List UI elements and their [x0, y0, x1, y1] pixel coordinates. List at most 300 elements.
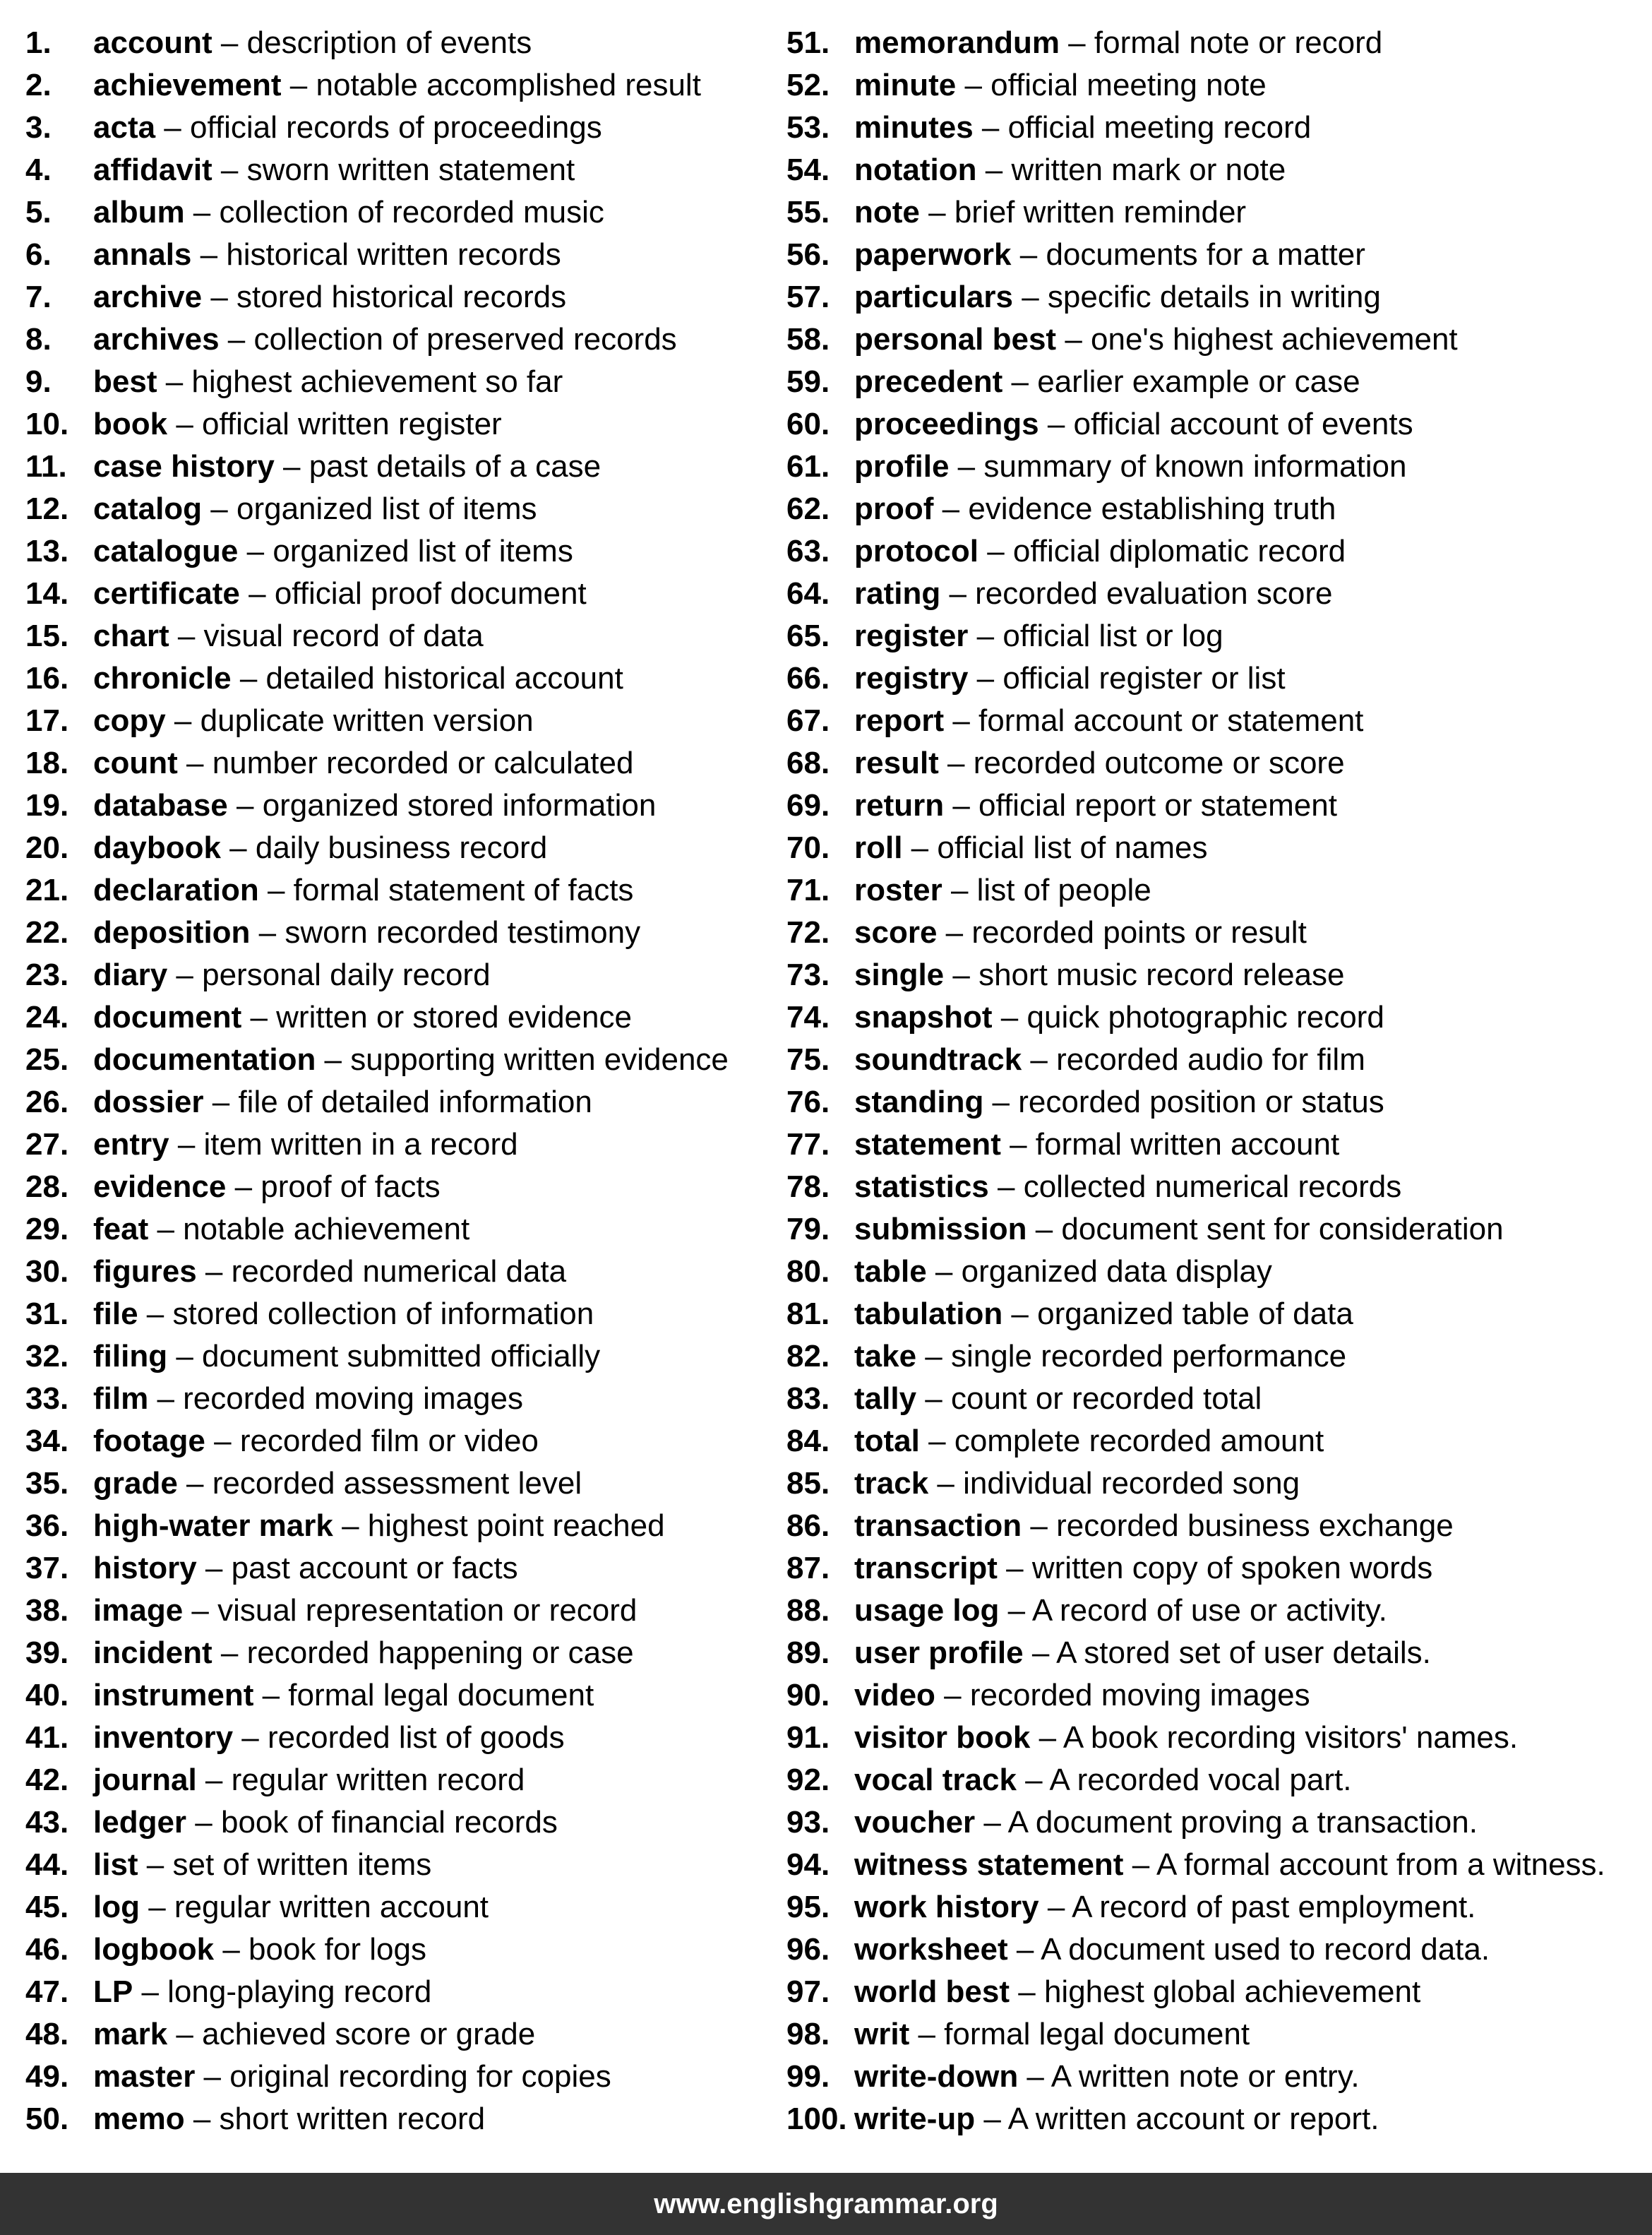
item-number: 56.: [786, 237, 830, 272]
list-item: [25, 1335, 774, 1378]
item-definition: stored historical records: [237, 280, 567, 314]
list-item: [786, 1674, 1652, 1717]
list-item: [786, 869, 1652, 912]
item-term: writ: [854, 2017, 910, 2051]
item-number: 37.: [25, 1551, 69, 1585]
item-definition: single recorded performance: [951, 1339, 1347, 1373]
list-item: [786, 361, 1652, 403]
list-item: [786, 1632, 1652, 1674]
item-term: master: [93, 2059, 196, 2094]
item-definition: visual record of data: [203, 619, 484, 653]
item-term: statement: [854, 1127, 1001, 1162]
item-separator: –: [940, 576, 976, 611]
item-term: archives: [93, 322, 220, 357]
item-definition: personal daily record: [202, 958, 491, 992]
item-term: daybook: [93, 830, 221, 865]
item-number: 76.: [786, 1085, 830, 1119]
item-separator: –: [274, 449, 309, 484]
item-definition: A book recording visitors' names.: [1063, 1720, 1519, 1755]
item-number: 89.: [786, 1635, 830, 1670]
item-definition: formal account or statement: [978, 703, 1364, 738]
item-separator: –: [983, 1085, 1019, 1119]
item-number: 95.: [786, 1890, 830, 1924]
item-number: 73.: [786, 958, 830, 992]
item-term: usage log: [854, 1593, 1000, 1628]
list-item: [25, 1420, 774, 1462]
item-number: 84.: [786, 1424, 830, 1458]
list-item: [786, 2013, 1652, 2056]
item-number: 47.: [25, 1974, 69, 2009]
item-number: 79.: [786, 1212, 830, 1246]
item-term: take: [854, 1339, 917, 1373]
item-definition: official list or log: [1002, 619, 1223, 653]
item-definition: highest point reached: [367, 1508, 665, 1543]
item-number: 38.: [25, 1593, 69, 1628]
item-definition: file of detailed information: [238, 1085, 592, 1119]
item-definition: document submitted officially: [202, 1339, 601, 1373]
item-definition: formal note or record: [1094, 25, 1383, 60]
item-separator: –: [231, 661, 266, 696]
item-number: 28.: [25, 1169, 69, 1204]
item-definition: organized stored information: [262, 788, 657, 823]
list-item: [786, 1420, 1652, 1462]
item-term: instrument: [93, 1678, 254, 1712]
item-separator: –: [167, 2017, 203, 2051]
item-separator: –: [1011, 237, 1046, 272]
item-term: feat: [93, 1212, 149, 1246]
item-number: 29.: [25, 1212, 69, 1246]
item-term: book: [93, 407, 168, 441]
item-definition: written copy of spoken words: [1031, 1551, 1433, 1585]
item-separator: –: [944, 703, 979, 738]
item-definition: official meeting record: [1007, 110, 1312, 145]
list-item: [25, 149, 774, 191]
list-item: [786, 1886, 1652, 1929]
list-item: [25, 869, 774, 912]
item-number: 40.: [25, 1678, 69, 1712]
item-definition: number recorded or calculated: [212, 746, 634, 780]
item-separator: –: [1002, 364, 1038, 399]
item-number: 65.: [786, 619, 830, 653]
item-definition: A recorded vocal part.: [1049, 1763, 1352, 1797]
list-item: [786, 191, 1652, 234]
item-term: personal best: [854, 322, 1057, 357]
item-definition: official report or statement: [978, 788, 1337, 823]
item-number: 58.: [786, 322, 830, 357]
list-item: [25, 1717, 774, 1759]
item-term: minutes: [854, 110, 974, 145]
item-separator: –: [316, 1042, 351, 1077]
item-separator: –: [191, 237, 227, 272]
item-term: LP: [93, 1974, 133, 2009]
item-separator: –: [1022, 1508, 1057, 1543]
item-separator: –: [1018, 2059, 1051, 2094]
item-number: 66.: [786, 661, 830, 696]
item-definition: A written note or entry.: [1051, 2059, 1360, 2094]
item-separator: –: [1007, 1932, 1041, 1967]
item-number: 10.: [25, 407, 69, 441]
list-item: [25, 1251, 774, 1293]
list-item: [25, 573, 774, 615]
item-separator: –: [212, 153, 247, 187]
item-separator: –: [212, 1635, 247, 1670]
item-number: 98.: [786, 2017, 830, 2051]
item-number: 60.: [786, 407, 830, 441]
list-item: [25, 276, 774, 318]
item-separator: –: [937, 915, 972, 950]
item-term: affidavit: [93, 153, 213, 187]
item-term: database: [93, 788, 228, 823]
list-item: [25, 615, 774, 657]
item-term: voucher: [854, 1805, 976, 1840]
list-item: [25, 1081, 774, 1124]
item-separator: –: [220, 830, 256, 865]
item-definition: collection of recorded music: [219, 195, 604, 230]
list-item: [786, 2098, 1652, 2140]
list-item: [786, 1335, 1652, 1378]
list-item: [786, 318, 1652, 361]
item-number: 71.: [786, 873, 830, 907]
item-term: soundtrack: [854, 1042, 1022, 1077]
item-definition: one's highest achievement: [1091, 322, 1458, 357]
item-number: 74.: [786, 1000, 830, 1035]
item-separator: –: [258, 873, 294, 907]
item-definition: A stored set of user details.: [1056, 1635, 1431, 1670]
item-term: diary: [93, 958, 168, 992]
item-definition: book of financial records: [220, 1805, 558, 1840]
item-separator: –: [212, 25, 247, 60]
item-term: total: [854, 1424, 920, 1458]
item-definition: official account of events: [1073, 407, 1413, 441]
item-separator: –: [138, 1847, 173, 1882]
item-number: 77.: [786, 1127, 830, 1162]
item-number: 36.: [25, 1508, 69, 1543]
list-item: [25, 318, 774, 361]
item-definition: collected numerical records: [1023, 1169, 1402, 1204]
item-separator: –: [1023, 1635, 1057, 1670]
item-separator: –: [177, 746, 213, 780]
list-item: [25, 488, 774, 530]
item-definition: official written register: [202, 407, 502, 441]
item-definition: recorded list of goods: [267, 1720, 565, 1755]
list-item: [25, 1208, 774, 1251]
item-number: 21.: [25, 873, 69, 907]
item-separator: –: [944, 958, 979, 992]
list-item: [786, 1759, 1652, 1801]
list-item: [25, 1166, 774, 1208]
item-term: mark: [93, 2017, 168, 2051]
item-definition: regular written record: [231, 1763, 525, 1797]
list-item: [25, 996, 774, 1039]
item-definition: recorded assessment level: [212, 1466, 582, 1501]
item-definition: formal legal document: [944, 2017, 1250, 2051]
list-item: [25, 1590, 774, 1632]
item-separator: –: [167, 407, 203, 441]
item-separator: –: [1123, 1847, 1156, 1882]
item-separator: –: [184, 195, 220, 230]
item-number: 32.: [25, 1339, 69, 1373]
item-definition: recorded business exchange: [1056, 1508, 1454, 1543]
item-number: 75.: [786, 1042, 830, 1077]
item-definition: A written account or report.: [1007, 2102, 1379, 2136]
item-definition: official records of proceedings: [190, 110, 602, 145]
item-definition: sworn written statement: [246, 153, 575, 187]
item-term: roster: [854, 873, 942, 907]
list-item: [25, 1505, 774, 1547]
item-number: 64.: [786, 576, 830, 611]
list-item: [786, 1929, 1652, 1971]
list-item: [786, 488, 1652, 530]
list-item: [25, 785, 774, 827]
list-item: [25, 2013, 774, 2056]
item-separator: –: [909, 2017, 945, 2051]
list-item: [786, 530, 1652, 573]
item-number: 24.: [25, 1000, 69, 1035]
list-item: [25, 1632, 774, 1674]
item-term: count: [93, 746, 178, 780]
item-separator: –: [942, 873, 977, 907]
list-item: [786, 2056, 1652, 2098]
list-item: [786, 1462, 1652, 1505]
item-number: 70.: [786, 830, 830, 865]
item-separator: –: [195, 2059, 230, 2094]
list-item: [786, 446, 1652, 488]
item-definition: historical written records: [226, 237, 561, 272]
item-number: 20.: [25, 830, 69, 865]
item-definition: visual representation or record: [217, 1593, 638, 1628]
item-term: chart: [93, 619, 169, 653]
item-definition: formal written account: [1035, 1127, 1340, 1162]
item-separator: –: [926, 1254, 962, 1289]
item-definition: official meeting note: [990, 68, 1267, 102]
item-definition: organized list of items: [236, 491, 537, 526]
item-definition: set of written items: [172, 1847, 432, 1882]
item-number: 86.: [786, 1508, 830, 1543]
item-number: 43.: [25, 1805, 69, 1840]
item-separator: –: [167, 958, 203, 992]
list-item: [786, 1124, 1652, 1166]
item-number: 30.: [25, 1254, 69, 1289]
item-number: 13.: [25, 534, 69, 568]
item-term: world best: [854, 1974, 1010, 2009]
item-number: 55.: [786, 195, 830, 230]
item-separator: –: [916, 1339, 951, 1373]
item-number: 99.: [786, 2059, 830, 2094]
item-separator: –: [1039, 1890, 1072, 1924]
list-item: [786, 912, 1652, 954]
item-term: roll: [854, 830, 903, 865]
item-separator: –: [155, 110, 190, 145]
list-item: [786, 827, 1652, 869]
item-term: entry: [93, 1127, 169, 1162]
item-separator: –: [1056, 322, 1091, 357]
item-separator: –: [973, 110, 1008, 145]
list-item: [786, 742, 1652, 785]
item-term: proof: [854, 491, 934, 526]
item-number: 44.: [25, 1847, 69, 1882]
item-separator: –: [968, 661, 1003, 696]
item-definition: highest global achievement: [1043, 1974, 1421, 2009]
item-number: 26.: [25, 1085, 69, 1119]
item-definition: recorded numerical data: [231, 1254, 567, 1289]
item-number: 22.: [25, 915, 69, 950]
item-number: 1.: [25, 25, 52, 60]
item-term: file: [93, 1297, 138, 1331]
list-item: [25, 1759, 774, 1801]
item-separator: –: [1026, 1212, 1062, 1246]
list-item: [25, 107, 774, 149]
item-separator: –: [1059, 25, 1094, 60]
item-separator: –: [165, 703, 200, 738]
item-separator: –: [202, 491, 237, 526]
item-definition: daily business record: [255, 830, 548, 865]
list-item: [786, 1208, 1652, 1251]
item-separator: –: [933, 491, 969, 526]
item-term: incident: [93, 1635, 213, 1670]
item-number: 54.: [786, 153, 830, 187]
list-item: [25, 954, 774, 996]
item-definition: recorded film or video: [239, 1424, 539, 1458]
item-separator: –: [148, 1381, 184, 1416]
item-separator: –: [241, 1000, 277, 1035]
item-term: grade: [93, 1466, 178, 1501]
item-separator: –: [169, 1127, 204, 1162]
item-term: high-water mark: [93, 1508, 333, 1543]
item-number: 82.: [786, 1339, 830, 1373]
item-separator: –: [205, 1424, 240, 1458]
item-definition: long-playing record: [167, 1974, 432, 2009]
item-definition: notable accomplished result: [316, 68, 701, 102]
item-number: 63.: [786, 534, 830, 568]
item-term: snapshot: [854, 1000, 993, 1035]
item-number: 25.: [25, 1042, 69, 1077]
item-definition: book for logs: [249, 1932, 426, 1967]
item-number: 78.: [786, 1169, 830, 1204]
item-term: statistics: [854, 1169, 989, 1204]
list-item: [786, 22, 1652, 64]
item-definition: past details of a case: [309, 449, 601, 484]
item-definition: sworn recorded testimony: [285, 915, 641, 950]
list-item: [786, 1717, 1652, 1759]
item-term: copy: [93, 703, 166, 738]
item-definition: item written in a record: [203, 1127, 518, 1162]
item-separator: –: [253, 1678, 289, 1712]
word-list-column-left: [25, 22, 774, 2140]
item-term: note: [854, 195, 920, 230]
list-item: [786, 1378, 1652, 1420]
item-number: 59.: [786, 364, 830, 399]
list-item: [786, 149, 1652, 191]
item-separator: –: [133, 1974, 168, 2009]
item-term: registry: [854, 661, 969, 696]
item-term: deposition: [93, 915, 251, 950]
item-term: track: [854, 1466, 929, 1501]
item-definition: highest achievement so far: [191, 364, 563, 399]
list-item: [786, 700, 1652, 742]
item-number: 93.: [786, 1805, 830, 1840]
item-term: return: [854, 788, 945, 823]
item-term: evidence: [93, 1169, 227, 1204]
item-definition: evidence establishing truth: [968, 491, 1336, 526]
item-term: best: [93, 364, 157, 399]
item-definition: recorded audio for film: [1056, 1042, 1365, 1077]
item-definition: organized data display: [961, 1254, 1272, 1289]
list-item: [25, 1674, 774, 1717]
item-term: album: [93, 195, 185, 230]
item-term: dossier: [93, 1085, 204, 1119]
item-term: witness statement: [854, 1847, 1124, 1882]
item-term: rating: [854, 576, 941, 611]
item-term: documentation: [93, 1042, 316, 1077]
item-term: footage: [93, 1424, 205, 1458]
item-number: 72.: [786, 915, 830, 950]
item-separator: –: [999, 1593, 1032, 1628]
item-definition: detailed historical account: [265, 661, 623, 696]
item-definition: achieved score or grade: [202, 2017, 536, 2051]
item-number: 31.: [25, 1297, 69, 1331]
item-separator: –: [196, 1763, 232, 1797]
list-item: [25, 22, 774, 64]
item-definition: A document proving a transaction.: [1007, 1805, 1478, 1840]
list-item: [25, 446, 774, 488]
item-term: notation: [854, 153, 977, 187]
item-term: write-down: [854, 2059, 1019, 2094]
item-definition: written or stored evidence: [276, 1000, 632, 1035]
item-number: 41.: [25, 1720, 69, 1755]
item-number: 14.: [25, 576, 69, 611]
list-item: [786, 1844, 1652, 1886]
item-term: image: [93, 1593, 184, 1628]
item-definition: proof of facts: [261, 1169, 441, 1204]
item-number: 52.: [786, 68, 830, 102]
item-separator: –: [238, 534, 273, 568]
item-separator: –: [902, 830, 938, 865]
item-number: 35.: [25, 1466, 69, 1501]
item-term: catalogue: [93, 534, 239, 568]
item-separator: –: [1030, 1720, 1063, 1755]
item-definition: quick photographic record: [1026, 1000, 1384, 1035]
item-term: score: [854, 915, 938, 950]
list-item: [786, 64, 1652, 107]
item-number: 23.: [25, 958, 69, 992]
item-term: account: [93, 25, 213, 60]
item-definition: specific details in writing: [1047, 280, 1381, 314]
item-separator: –: [239, 576, 275, 611]
item-separator: –: [1012, 280, 1048, 314]
list-item: [25, 1547, 774, 1590]
list-item: [25, 361, 774, 403]
item-number: 51.: [786, 25, 830, 60]
item-number: 80.: [786, 1254, 830, 1289]
item-separator: –: [203, 1085, 239, 1119]
list-item: [25, 1293, 774, 1335]
item-definition: recorded evaluation score: [975, 576, 1333, 611]
list-item: [786, 276, 1652, 318]
item-term: logbook: [93, 1932, 215, 1967]
item-number: 8.: [25, 322, 52, 357]
list-item: [786, 1505, 1652, 1547]
item-separator: –: [916, 1381, 951, 1416]
list-item: [25, 403, 774, 446]
item-number: 57.: [786, 280, 830, 314]
list-item: [25, 2056, 774, 2098]
item-definition: count or recorded total: [950, 1381, 1262, 1416]
item-number: 90.: [786, 1678, 830, 1712]
item-term: history: [93, 1551, 197, 1585]
item-separator: –: [944, 788, 979, 823]
list-item: [786, 403, 1652, 446]
list-item: [25, 1378, 774, 1420]
